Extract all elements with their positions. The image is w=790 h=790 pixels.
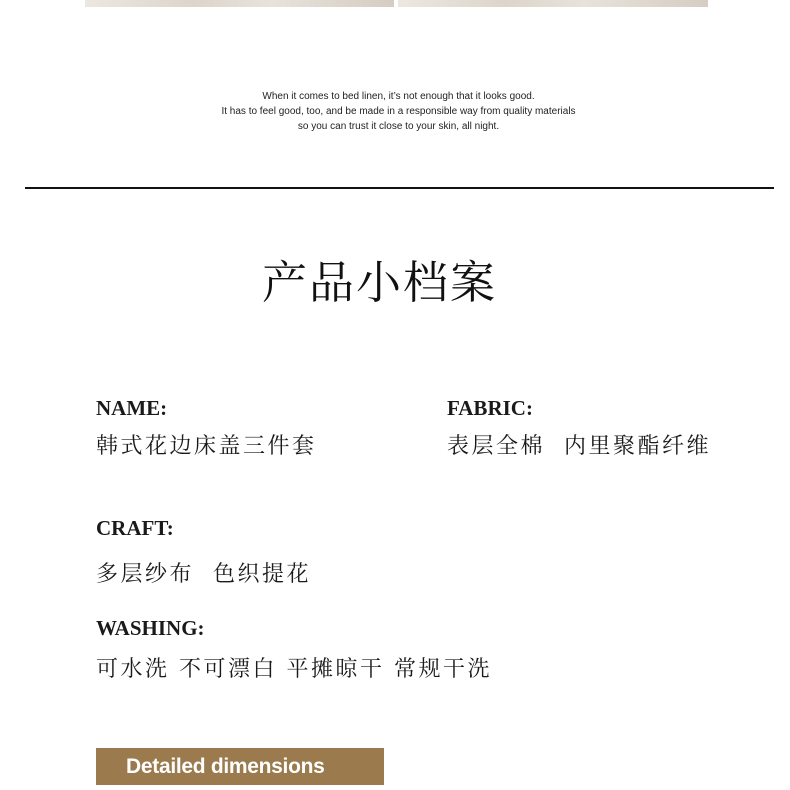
lace-photo-left: [85, 0, 394, 7]
spec-fabric-value: 表层全棉 内里聚酯纤维: [447, 434, 711, 459]
spec-fabric-label: FABRIC:: [447, 396, 533, 420]
tagline-line-1: When it comes to bed linen, it’s not enough that it looks good.: [262, 91, 535, 102]
detailed-dimensions-label: Detailed dimensions: [126, 755, 325, 778]
spec-craft-label: CRAFT:: [96, 516, 174, 540]
lace-photo-right: [398, 0, 708, 7]
product-profile-title: 产品小档案: [262, 256, 498, 309]
tagline-line-3: so you can trust it close to your skin, all night.: [297, 121, 500, 132]
spec-washing-label: WASHING:: [96, 616, 205, 640]
tagline-line-2: It has to feel good, too, and be made in a responsible way from quality materials: [221, 106, 576, 117]
detailed-dimensions-banner: [96, 748, 384, 785]
brand-tagline: [0, 89, 790, 134]
spec-washing-value: 可水洗 不可漂白 平摊晾干 常规干洗: [96, 657, 492, 682]
spec-name-label: NAME:: [96, 396, 168, 420]
spec-craft-value: 多层纱布 色织提花: [96, 562, 311, 587]
spec-name-value: 韩式花边床盖三件套: [96, 434, 317, 459]
section-divider: [25, 187, 774, 189]
